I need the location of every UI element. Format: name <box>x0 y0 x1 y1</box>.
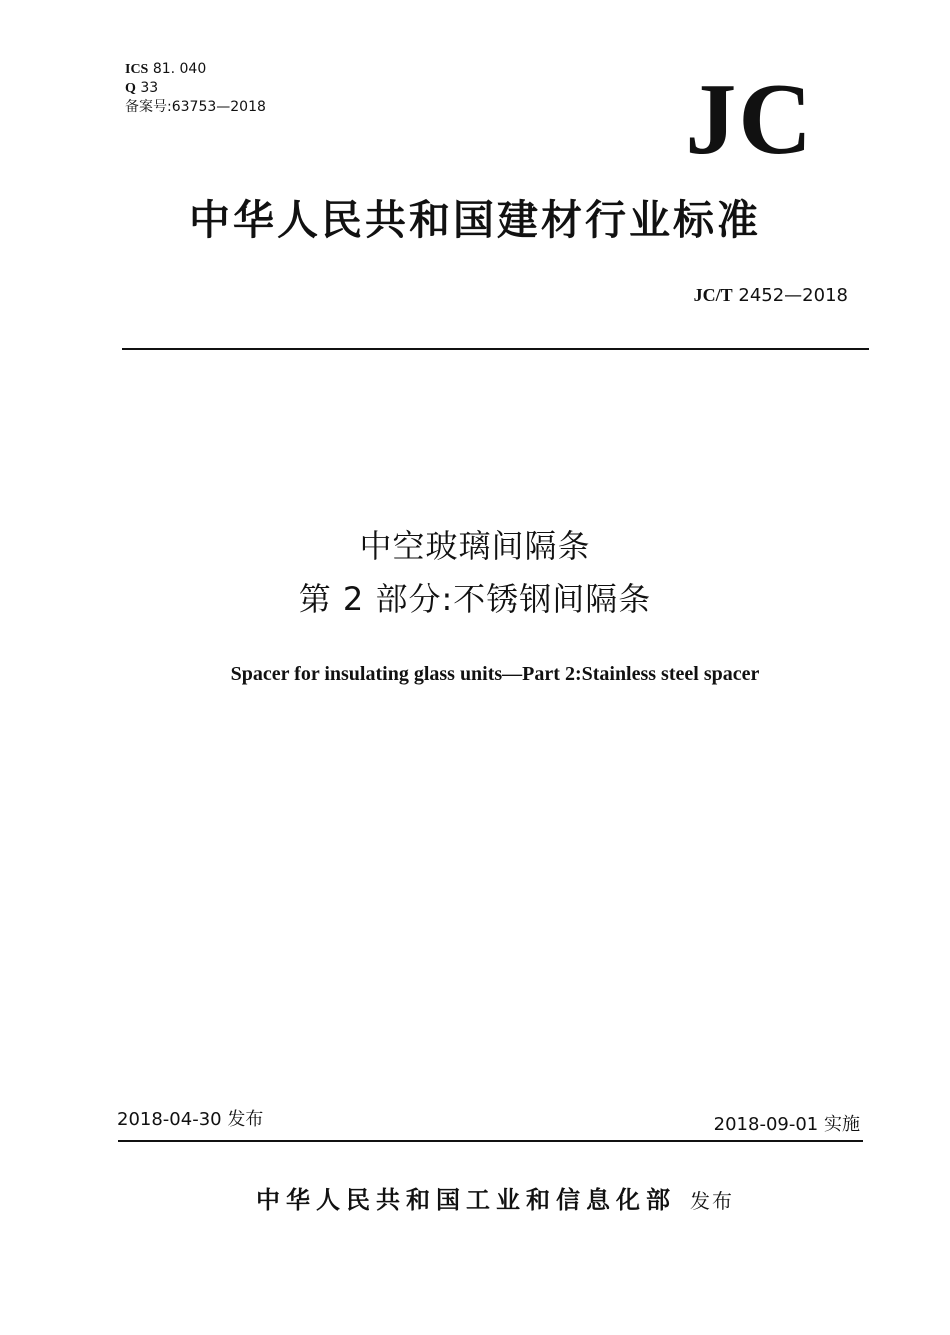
record-line <box>125 98 266 117</box>
document-title-en: Spacer for insulating glass units—Part 2:Stainless steel spacer <box>230 663 760 685</box>
standard-code <box>694 285 848 306</box>
record-label: 备案号 <box>125 99 167 115</box>
publish-date: 2018-04-30 发布 <box>117 1109 264 1130</box>
document-title-cn-line1: 中空玻璃间隔条 <box>359 527 591 565</box>
bottom-divider <box>118 1140 863 1142</box>
ccs-label: Q <box>125 81 136 96</box>
ccs-line <box>125 79 266 98</box>
issuer-line <box>0 1180 950 1215</box>
record-value: :63753—2018 <box>167 99 266 115</box>
ics-line <box>125 60 266 79</box>
standard-code-number: 2452—2018 <box>738 285 848 306</box>
ics-value: 81. 040 <box>152 61 207 77</box>
implementation-date: 2018-09-01 实施 <box>713 1114 860 1135</box>
standard-code-prefix: JC/T <box>693 285 733 305</box>
jc-logo: JC <box>685 63 814 176</box>
issuer-suffix: 发布 <box>690 1189 734 1213</box>
classification-block <box>125 60 266 117</box>
document-title-cn-line2: 第 2 部分:不锈钢间隔条 <box>298 580 652 618</box>
top-divider <box>122 348 869 350</box>
ccs-value: 33 <box>140 80 159 96</box>
ics-label: ICS <box>125 62 149 77</box>
issuer-name: 中华人民共和国工业和信息化部 <box>256 1185 676 1214</box>
standard-category-title: 中华人民共和国建材行业标准 <box>189 196 761 244</box>
